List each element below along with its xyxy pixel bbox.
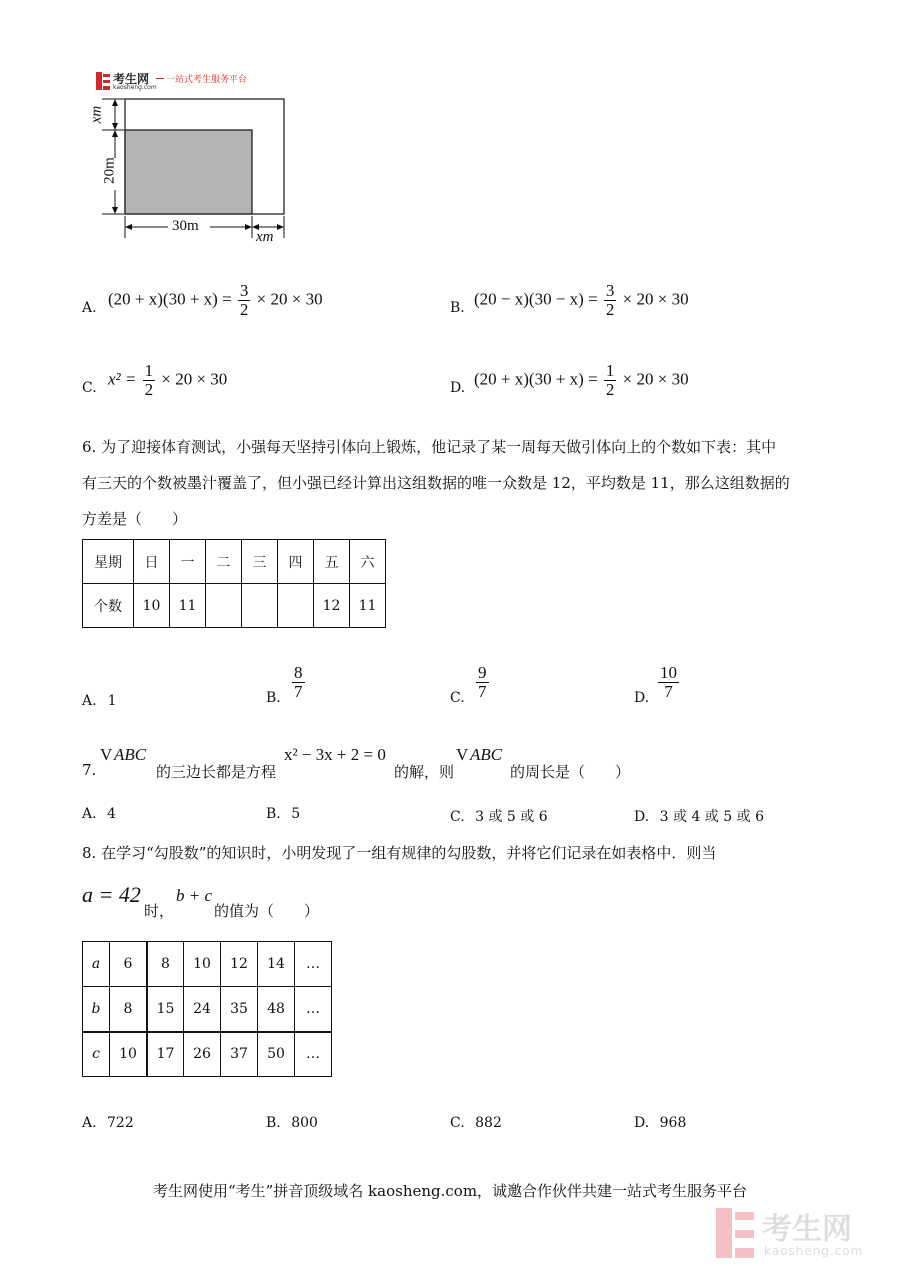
q7-option-a[interactable] xyxy=(82,806,116,822)
triangle-name: ABC xyxy=(114,745,147,764)
label-top-xm: xm xyxy=(88,105,105,124)
table-cell: c xyxy=(83,1032,110,1077)
table-cell: 24 xyxy=(184,987,221,1032)
option-letter: A. xyxy=(82,300,97,316)
table-row xyxy=(83,1032,332,1077)
option-value: 1 xyxy=(107,693,117,709)
condition-text-1: 时， xyxy=(144,902,175,920)
label-bottom-30m: 30m xyxy=(172,218,199,234)
table-cell xyxy=(206,584,242,628)
kaosheng-watermark-icon xyxy=(716,1208,754,1258)
formula-lhs: (20 + x)(30 + x) = xyxy=(474,369,598,389)
table-cell: 14 xyxy=(258,942,295,987)
formula-lhs: x² = xyxy=(108,369,137,389)
option-letter: D. xyxy=(634,809,650,825)
q5-option-a[interactable] xyxy=(82,280,412,324)
option-formula xyxy=(474,282,689,319)
fraction xyxy=(604,362,617,399)
q8-table xyxy=(82,941,332,1077)
fraction xyxy=(658,664,679,701)
option-letter: A. xyxy=(82,693,97,709)
fraction xyxy=(143,362,156,399)
watermark-brand: 考生网 xyxy=(762,1212,852,1247)
condition-expr: b + c xyxy=(176,886,213,905)
q6-line-3: 方差是（ ） xyxy=(82,510,188,528)
table-cell: 12 xyxy=(221,942,258,987)
shaded-rectangle xyxy=(125,130,252,214)
label-right-xm: xm xyxy=(256,229,274,245)
fraction-num: 1 xyxy=(144,361,154,380)
fraction-den: 2 xyxy=(605,379,615,399)
kaosheng-logo-icon xyxy=(96,72,110,90)
option-letter: B. xyxy=(266,806,281,822)
table-cell: 48 xyxy=(258,987,295,1032)
table-cell: 11 xyxy=(350,584,386,628)
table-row xyxy=(83,540,386,584)
option-value: 4 xyxy=(107,806,116,822)
triangle-symbol: V xyxy=(456,745,469,764)
table-cell: 12 xyxy=(314,584,350,628)
q8-option-b[interactable] xyxy=(266,1115,318,1131)
fraction-den: 2 xyxy=(605,299,615,319)
condition-equation: a = 42 xyxy=(82,882,141,907)
fraction-den: 2 xyxy=(144,379,154,399)
logo-divider xyxy=(156,78,164,79)
table-cell: 8 xyxy=(110,987,148,1032)
table-cell: 五 xyxy=(314,540,350,584)
condition-text-2: 的值为（ ） xyxy=(214,902,320,920)
option-value: 5 xyxy=(291,806,301,822)
option-letter: C. xyxy=(82,380,97,396)
table-cell: 星期 xyxy=(83,540,134,584)
q8-option-c[interactable] xyxy=(450,1115,502,1131)
option-value: 968 xyxy=(659,1115,687,1131)
q8-option-a[interactable] xyxy=(82,1115,134,1131)
option-letter: C. xyxy=(450,809,465,825)
fraction-num: 9 xyxy=(478,663,487,682)
logo-domain: kaosheng.com xyxy=(113,84,157,91)
table-cell: 35 xyxy=(221,987,258,1032)
q6-line-2: 有三天的个数被墨汁覆盖了，但小强已经计算出这组数据的唯一众数是 12，平均数是 11，那么这组数据的 xyxy=(82,474,790,492)
table-cell: 15 xyxy=(147,987,184,1032)
table-cell: 8 xyxy=(147,942,184,987)
option-value: 722 xyxy=(107,1115,134,1131)
option-value: 3 或 4 或 5 或 6 xyxy=(659,809,764,825)
option-formula xyxy=(108,282,323,319)
table-cell: 三 xyxy=(242,540,278,584)
table-cell xyxy=(278,584,314,628)
q7-text-1: 的三边长都是方程 xyxy=(156,763,277,781)
q6-option-a[interactable] xyxy=(82,690,117,709)
table-cell: 四 xyxy=(278,540,314,584)
option-letter: C. xyxy=(450,1115,465,1131)
table-row xyxy=(83,584,386,628)
table-cell: 37 xyxy=(221,1032,258,1077)
fraction-num: 8 xyxy=(294,663,303,682)
fraction-num: 3 xyxy=(605,281,615,300)
fraction xyxy=(292,664,305,701)
footer-text: 考生网使用“考生”拼音顶级域名 kaosheng.com，诚邀合作伙伴共建一站式考生服务平台 xyxy=(152,1182,748,1200)
q5-option-c[interactable] xyxy=(82,360,412,404)
option-letter: B. xyxy=(266,1115,281,1131)
fraction xyxy=(604,282,617,319)
table-cell: b xyxy=(83,987,110,1032)
formula-lhs: (20 + x)(30 + x) = xyxy=(108,289,232,309)
table-cell: 11 xyxy=(170,584,206,628)
option-formula xyxy=(474,362,689,399)
formula-lhs: (20 − x)(30 − x) = xyxy=(474,289,598,309)
table-cell: … xyxy=(295,987,332,1032)
field-figure xyxy=(90,96,300,246)
q8-line-1: 8. 在学习“勾股数”的知识时，小明发现了一组有规律的勾股数，并将它们记录在如表格中．则当 xyxy=(82,844,717,862)
table-cell: 二 xyxy=(206,540,242,584)
option-letter: A. xyxy=(82,806,97,822)
q7-option-b[interactable] xyxy=(266,806,300,822)
option-letter: D. xyxy=(634,1115,650,1131)
q7-number: 7. xyxy=(82,761,97,779)
q6-line-1: 6. 为了迎接体育测试，小强每天坚持引体向上锻炼，他记录了某一周每天做引体向上的个数如下表：其中 xyxy=(82,438,777,456)
option-value: 3 或 5 或 6 xyxy=(475,809,548,825)
table-cell: 个数 xyxy=(83,584,134,628)
formula-rhs: × 20 × 30 xyxy=(161,369,228,389)
option-letter: D. xyxy=(450,380,466,396)
fraction-den: 7 xyxy=(664,681,673,701)
table-cell: 一 xyxy=(170,540,206,584)
table-row xyxy=(83,942,332,987)
watermark-domain: kaosheng.com xyxy=(764,1244,864,1258)
table-cell: a xyxy=(83,942,110,987)
table-cell xyxy=(242,584,278,628)
fraction-num: 10 xyxy=(660,663,677,682)
triangle-name: ABC xyxy=(470,745,503,764)
logo-slogan: 一站式考生服务平台 xyxy=(166,75,248,85)
table-cell: 50 xyxy=(258,1032,295,1077)
triangle-symbol: V xyxy=(100,745,113,764)
q6-table xyxy=(82,539,386,628)
fraction-num: 1 xyxy=(605,361,615,380)
formula-rhs: × 20 × 30 xyxy=(622,369,689,389)
option-value: 800 xyxy=(291,1115,318,1131)
table-row xyxy=(83,987,332,1032)
header-logo xyxy=(96,70,266,94)
table-cell: 10 xyxy=(134,584,170,628)
fraction-den: 7 xyxy=(294,681,303,701)
table-cell: 10 xyxy=(184,942,221,987)
table-cell: 6 xyxy=(110,942,148,987)
formula-rhs: × 20 × 30 xyxy=(622,289,689,309)
option-letter: B. xyxy=(266,690,281,706)
label-left-20m: 20m xyxy=(101,157,118,184)
q7-text-3: 的周长是（ ） xyxy=(510,763,631,781)
fraction xyxy=(238,282,251,319)
q7-text-2: 的解，则 xyxy=(394,763,455,781)
fraction-num: 3 xyxy=(239,281,249,300)
logo-brand: 考生网 xyxy=(113,72,150,86)
option-letter: A. xyxy=(82,1115,97,1131)
q8-option-d[interactable] xyxy=(634,1115,686,1131)
table-cell: 日 xyxy=(134,540,170,584)
table-cell: 六 xyxy=(350,540,386,584)
table-cell: 26 xyxy=(184,1032,221,1077)
q7-option-d[interactable] xyxy=(634,806,764,826)
q5-option-b[interactable] xyxy=(450,280,780,324)
q5-option-d[interactable] xyxy=(450,360,780,404)
option-letter: D. xyxy=(634,690,650,706)
fraction-den: 2 xyxy=(239,299,249,319)
formula-rhs: × 20 × 30 xyxy=(256,289,323,309)
option-letter: C. xyxy=(450,690,465,706)
fraction xyxy=(476,664,489,701)
option-letter: B. xyxy=(450,300,465,316)
option-value: 882 xyxy=(475,1115,502,1131)
q7-stem xyxy=(82,745,802,781)
table-cell: … xyxy=(295,1032,332,1077)
table-cell: 17 xyxy=(147,1032,184,1077)
q8-condition xyxy=(82,882,482,918)
option-formula xyxy=(108,362,227,399)
q7-equation: x² − 3x + 2 = 0 xyxy=(284,745,386,764)
table-cell: … xyxy=(295,942,332,987)
fraction-den: 7 xyxy=(478,681,487,701)
table-cell: 10 xyxy=(110,1032,148,1077)
q7-option-c[interactable] xyxy=(450,806,548,826)
watermark xyxy=(716,1204,886,1262)
